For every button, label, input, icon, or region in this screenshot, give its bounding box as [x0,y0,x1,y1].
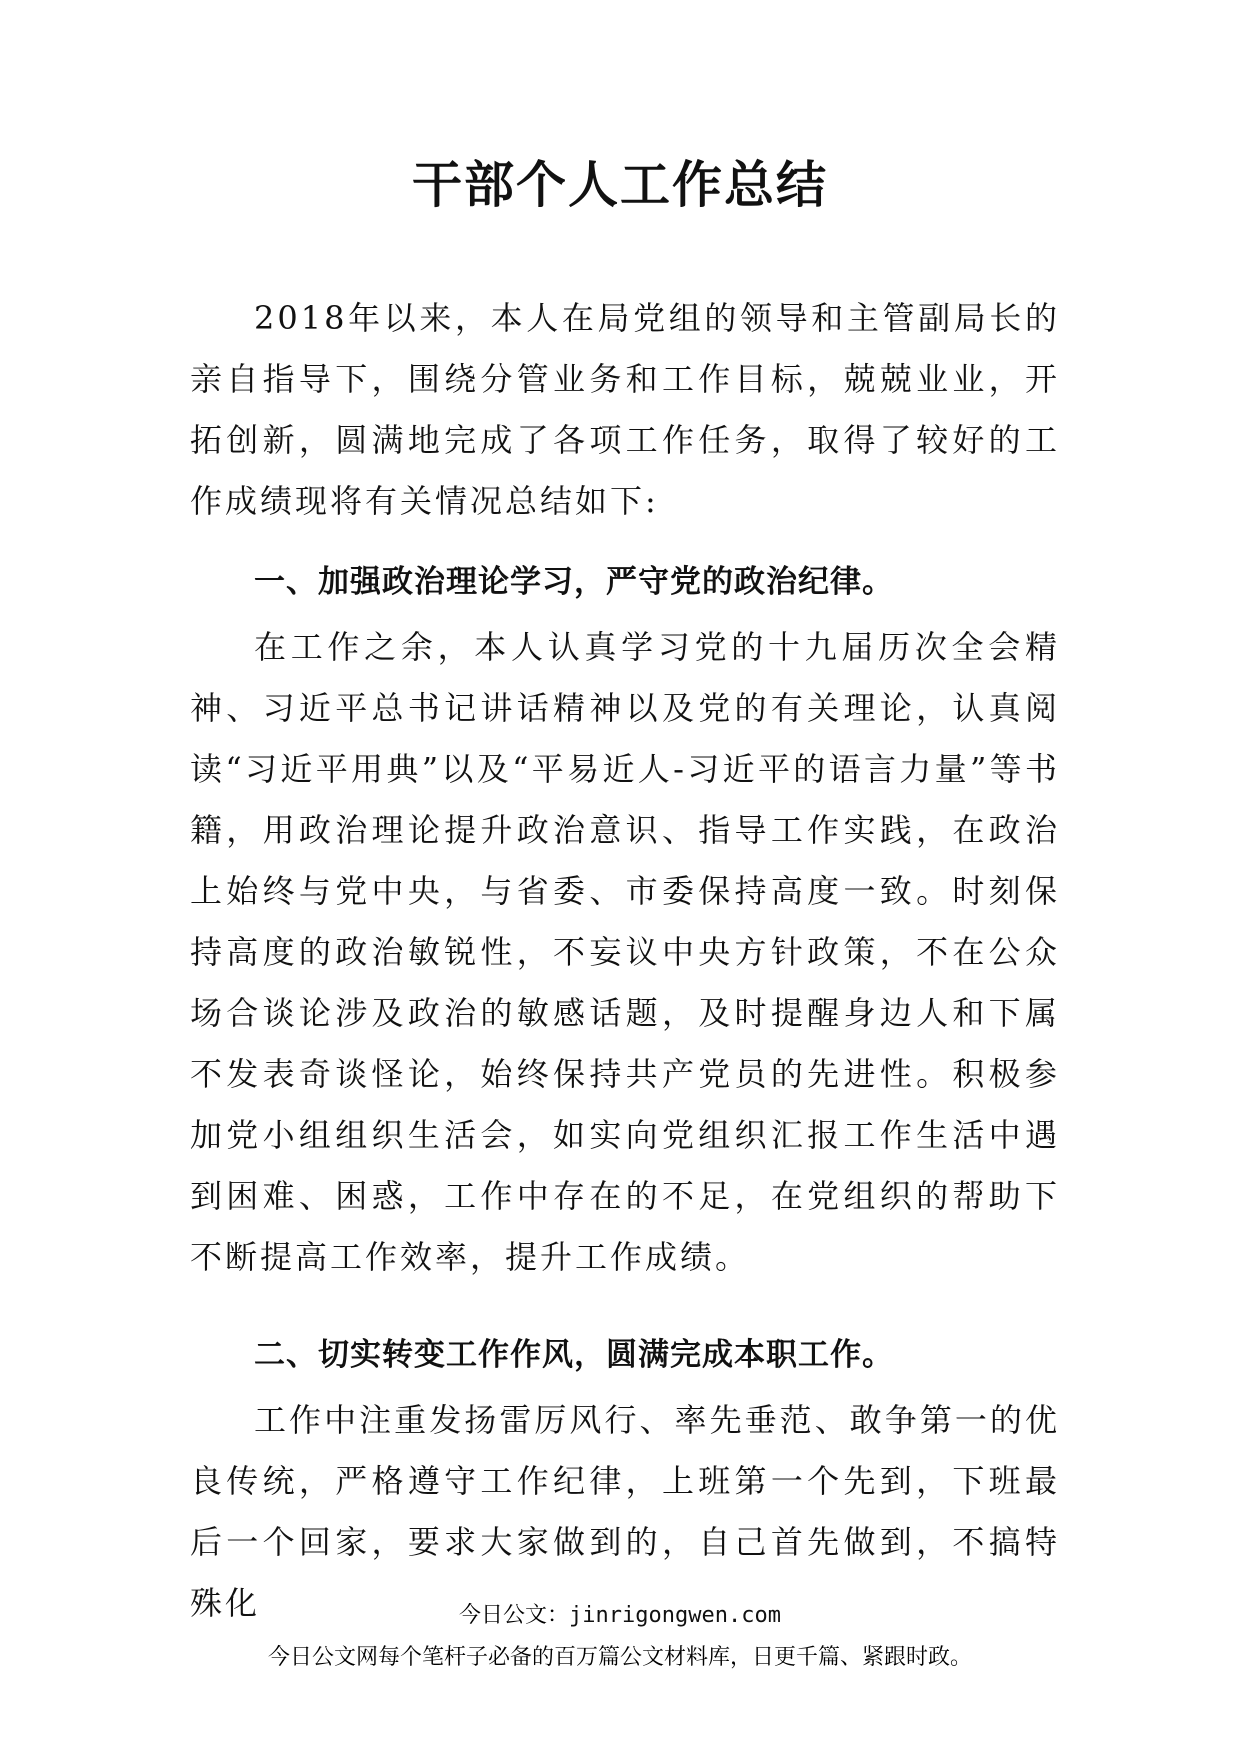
footer-site [0,1598,1240,1629]
section-1-paragraph [190,617,1060,1288]
section-1-heading: 一、加强政治理论学习，严守党的政治纪律。 [254,564,894,600]
section-2-text: 工作中注重发扬雷厉风行、率先垂范、敢争第一的优良传统，严格遵守工作纪律，上班第一个先到，下班最后一个回家，要求大家做到的，自己首先做到，不搞特殊化 [190,1401,1060,1622]
footer-slogan: 今日公文网每个笔杆子必备的百万篇公文材料库，日更千篇、紧跟时政。 [267,1645,972,1670]
section-1-heading-block [190,552,1060,613]
section-2-heading: 二、切实转变工作作风，圆满完成本职工作。 [254,1337,894,1373]
intro-paragraph [190,288,1060,532]
footer-site-url[interactable]: jinrigongwen.com [569,1603,781,1628]
section-2-heading-block [190,1325,1060,1386]
intro-text: 2018年以来，本人在局党组的领导和主管副局长的亲自指导下，围绕分管业务和工作目标，兢兢业业，开拓创新，圆满地完成了各项工作任务，取得了较好的工作成绩现将有关情况总结如下: [190,299,1060,520]
footer-site-label: 今日公文： [459,1603,570,1628]
section-1-text: 在工作之余，本人认真学习党的十九届历次全会精神、习近平总书记讲话精神以及党的有关理论，认真阅读“习近平用典”以及“平易近人-习近平的语言力量”等书籍，用政治理论提升政治意识、指导工作实践，在政治上始终与党中央，与省委、市委保持高度一致。时刻保持高度的政治敏锐性，不妄议中央方针政策，不在公众场合谈论涉及政治的敏感话题，及时提醒身边人和下属不发表奇谈怪论，始终保持共产党员的先进性。积极参加党小组组织生活会，如实向党组织汇报工作生活中遇到困难、困惑，工作中存在的不足，在党组织的帮助下不断提高工作效率，提升工作成绩。 [190,628,1060,1276]
document-title: 干部个人工作总结 [412,155,828,214]
